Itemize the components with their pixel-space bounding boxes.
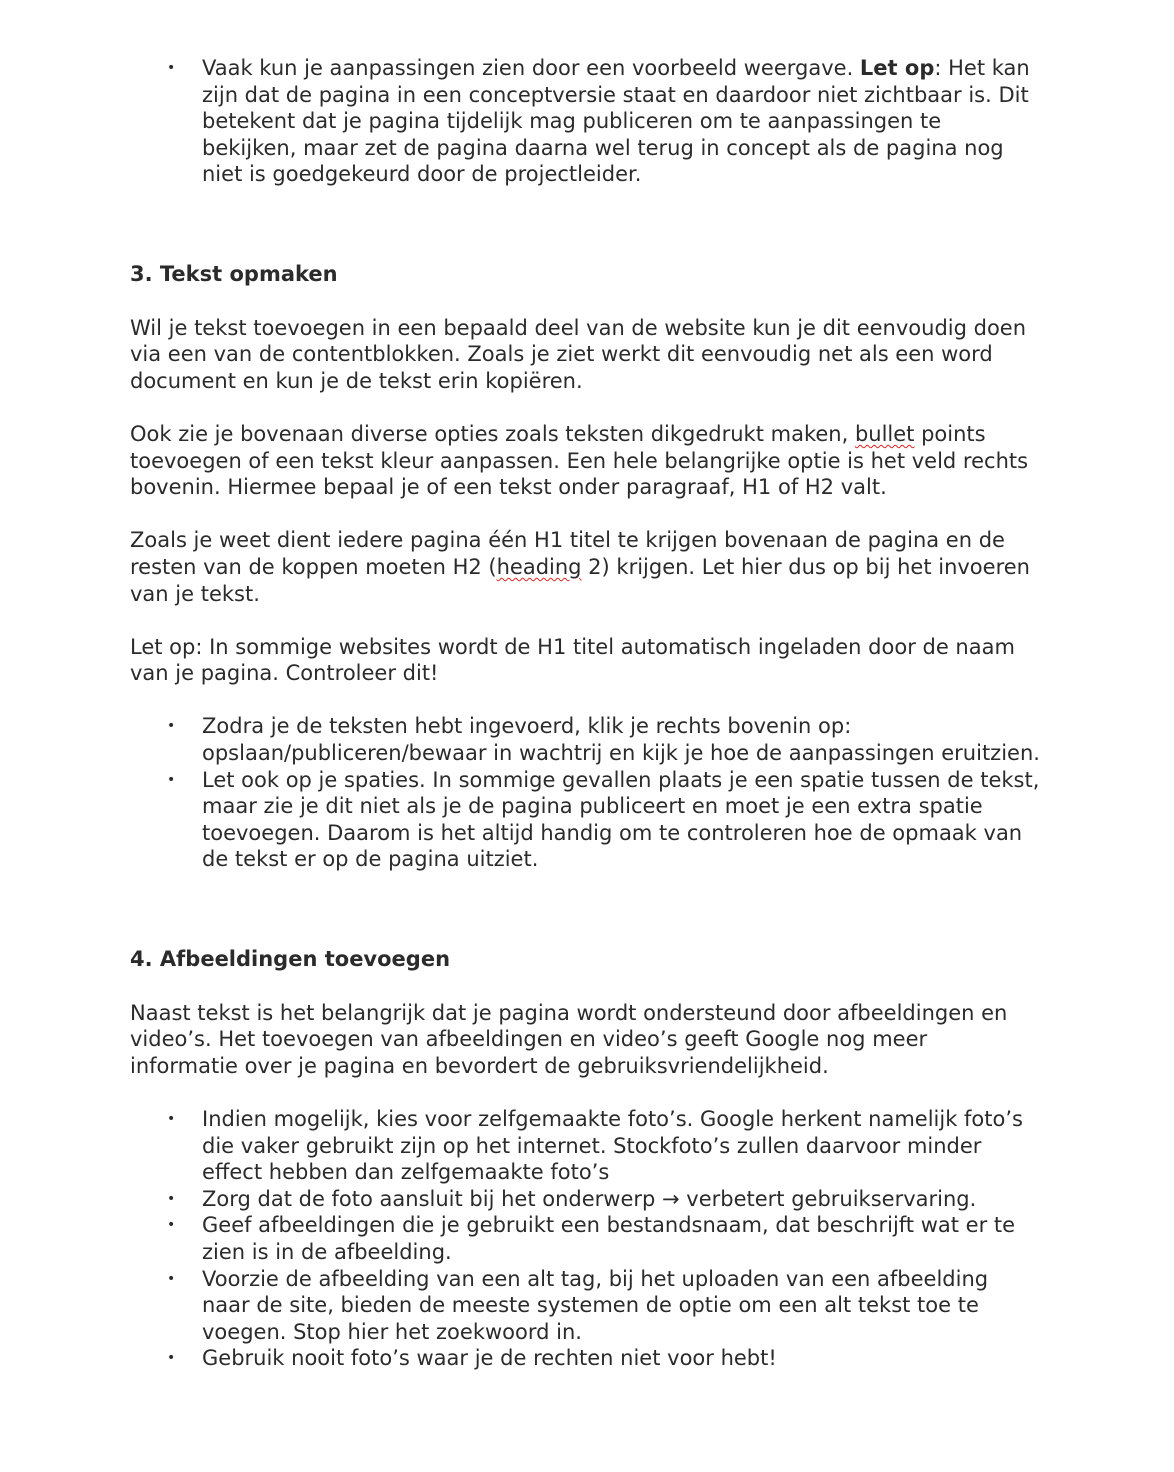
- list-item-text: Voorzie de afbeelding van een alt tag, bij het uploaden van een afbeelding naar de site, bieden de meeste systemen de optie om een alt tekst toe te voegen. Stop hier het zoekwoord in.: [202, 1266, 989, 1344]
- paragraph: Let op: In sommige websites wordt de H1 titel automatisch ingeladen door de naam van je pagina. Controleer dit!: [130, 634, 1015, 686]
- bullet-icon: •: [167, 1111, 176, 1127]
- list-item-text: Geef afbeeldingen die je gebruikt een bestandsnaam, dat beschrijft wat er te zien is in de afbeelding.: [202, 1213, 1016, 1264]
- list-item: [167, 1106, 1040, 1186]
- top-bullet-list: [130, 55, 1040, 188]
- list-item-text: Gebruik nooit foto’s waar je de rechten niet voor hebt!: [202, 1346, 777, 1371]
- spellcheck-word[interactable]: heading: [496, 554, 582, 579]
- section-4-heading: 4. Afbeeldingen toevoegen: [130, 947, 451, 972]
- list-item-text: : Het kan zijn dat de pagina in een conceptversie staat en daardoor niet zichtbaar is. Dit betekent dat je pagina tijdelijk mag publiceren om te aanpassingen te bekijken, maar zet de pagina daarna wel terug in concept als de pagina nog niet is goedgekeurd door de projectleider.: [202, 56, 1030, 187]
- document-page: [130, 55, 1040, 1372]
- paragraph-text: 2) krijgen. Let hier dus op bij het invoeren van je tekst.: [130, 554, 1030, 606]
- section-3-bullet-list: [130, 713, 1040, 873]
- list-item: [167, 1186, 1040, 1213]
- paragraph: Wil je tekst toevoegen in een bepaald deel van de website kun je dit eenvoudig doen via een van de contentblokken. Zoals je ziet werkt dit eenvoudig net als een word document en kun je de tekst erin kopiëren.: [130, 315, 1027, 393]
- list-item-text: Let ook op je spaties. In sommige gevallen plaats je een spatie tussen de tekst, maar zie je dit niet als je de pagina publiceert en moet je een extra spatie toevoegen. Daarom is het altijd handig om te controleren hoe de opmaak van de tekst er op de pagina uitziet.: [202, 767, 1040, 872]
- paragraph-text: points toevoegen of een tekst kleur aanpassen. Een hele belangrijke optie is het veld rechts bovenin. Hiermee bepaal je of een tekst onder paragraaf, H1 of H2 valt.: [130, 421, 1029, 500]
- bullet-icon: •: [167, 1350, 176, 1367]
- list-item-text: Indien mogelijk, kies voor zelfgemaakte foto’s. Google herkent namelijk foto’s die vaker gebruikt zijn op het internet. Stockfoto’s zullen daarvoor minder effect hebben dan zelfgemaakte foto’s: [202, 1107, 1023, 1185]
- list-item-text: Vaak kun je aanpassingen zien door een voorbeeld weergave.: [202, 56, 860, 80]
- bold-text: Let op: [859, 56, 935, 80]
- list-item: [167, 767, 1040, 873]
- bullet-icon: •: [167, 1217, 176, 1234]
- bullet-icon: •: [167, 1270, 176, 1287]
- section-4-bullet-list: [130, 1106, 1040, 1372]
- paragraph: Naast tekst is het belangrijk dat je pagina wordt ondersteund door afbeeldingen en video’s. Het toevoegen van afbeeldingen en video’s geeft Google nog meer informatie over je pagina en bevordert de gebruiksvriendelijkheid.: [130, 1000, 1008, 1078]
- bullet-icon: •: [167, 771, 176, 788]
- list-item: [167, 1266, 1040, 1346]
- bullet-icon: •: [167, 1190, 176, 1207]
- paragraph-text: Zoals je weet dient iedere pagina één H1 titel te krijgen bovenaan de pagina en de resten van de koppen moeten H2 (: [130, 528, 1005, 579]
- list-item: [167, 1345, 1040, 1372]
- paragraph: [130, 421, 1040, 501]
- bullet-icon: •: [167, 60, 176, 76]
- paragraph-text: Ook zie je bovenaan diverse opties zoals teksten dikgedrukt maken,: [130, 421, 855, 446]
- paragraph: [130, 527, 1040, 607]
- list-item-text: Zodra je de teksten hebt ingevoerd, klik je rechts bovenin op: opslaan/publiceren/bewaar in wachtrij en kijk je hoe de aanpassingen eruitzien.: [202, 714, 1040, 766]
- list-item: [167, 713, 1040, 766]
- list-item: [167, 55, 1040, 188]
- bullet-icon: •: [167, 718, 176, 735]
- list-item: [167, 1212, 1040, 1265]
- spellcheck-word[interactable]: bullet: [854, 421, 915, 446]
- list-item-text: Zorg dat de foto aansluit bij het onderwerp → verbetert gebruikservaring.: [202, 1186, 977, 1211]
- section-3-heading: 3. Tekst opmaken: [130, 261, 338, 286]
